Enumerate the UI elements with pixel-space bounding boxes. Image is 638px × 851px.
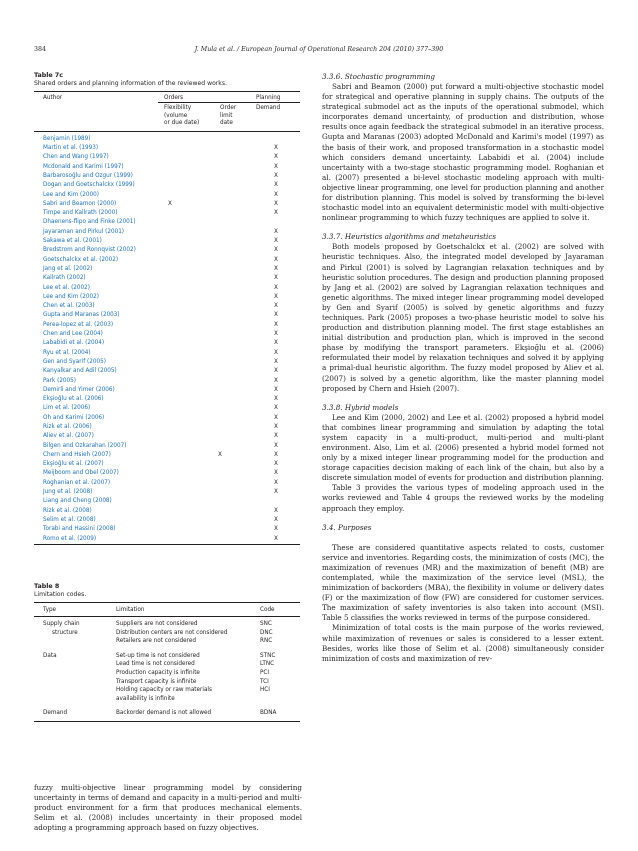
demand-cell: X	[274, 265, 278, 272]
demand-cell: X	[274, 210, 278, 217]
flexibility-cell	[158, 497, 216, 506]
order-limit-cell	[216, 395, 252, 404]
demand-cell: X	[274, 191, 278, 198]
demand-cell: X	[274, 396, 278, 403]
code-cell: TCI	[260, 678, 269, 685]
table-row	[34, 703, 300, 721]
author-cell: Jung et al. (2008)	[43, 489, 93, 496]
order-limit-cell	[216, 321, 252, 330]
table8-label: Table 8	[34, 583, 60, 590]
table-row	[34, 525, 300, 534]
table-row	[34, 302, 300, 311]
table-row	[34, 377, 300, 386]
author-cell: Rizk et al. (2006)	[43, 423, 92, 430]
demand-cell: X	[274, 516, 278, 523]
author-cell: Ryu et al. (2004)	[43, 349, 91, 356]
table-row	[34, 497, 300, 506]
table-row	[34, 678, 300, 687]
table7c-label: Table 7c	[34, 72, 63, 79]
demand-cell: X	[274, 386, 278, 393]
flexibility-cell	[158, 525, 216, 534]
author-cell: Benjamin (1989)	[43, 135, 91, 142]
flexibility-cell	[158, 274, 216, 283]
order-limit-cell	[216, 181, 252, 190]
table-row	[34, 339, 300, 348]
type-cell: Supply chain	[43, 621, 80, 627]
flexibility-cell	[158, 423, 216, 432]
code-cell: HCI	[260, 687, 270, 694]
table-row	[34, 386, 300, 395]
type-cell	[34, 678, 100, 687]
author-cell: Jang et al. (2002)	[43, 265, 93, 272]
demand-cell: X	[274, 526, 278, 533]
col-limitation: Limitation	[116, 607, 145, 613]
order-limit-cell	[216, 414, 252, 423]
order-limit-cell	[216, 497, 252, 506]
section-3-3-7-heading: 3.3.7. Heuristics algorithms and metaheuristics	[322, 232, 497, 242]
table-row	[34, 460, 300, 469]
demand-cell: X	[274, 293, 278, 300]
flexibility-cell	[158, 395, 216, 404]
demand-cell: X	[274, 145, 278, 152]
table-row	[34, 669, 300, 678]
author-cell: Lee et al. (2002)	[43, 284, 91, 291]
type-cell	[34, 669, 100, 678]
flexibility-cell	[158, 181, 216, 190]
table-row	[34, 367, 300, 376]
flexibility-cell	[158, 265, 216, 274]
flexibility-cell	[158, 131, 216, 144]
order-limit-cell	[216, 469, 252, 478]
section-3-4-body-2: Minimization of total costs is the main purpose of the works reviewed, while maximization of revenues or sales is considered to a lesser extent. Besides, works like those of Selim et al. (2008) simultaneously consider minimization of costs and maximization of rev-	[322, 623, 604, 663]
author-cell: Chen et al. (2003)	[43, 303, 95, 310]
table-row	[34, 330, 300, 339]
section-3-3-6-heading: 3.3.6. Stochastic programming	[322, 72, 435, 81]
table-row	[34, 228, 300, 237]
flexibility-cell	[158, 349, 216, 358]
table-row	[34, 451, 300, 460]
flexibility-cell	[158, 460, 216, 469]
flexibility-cell: X	[168, 200, 172, 207]
order-limit-cell	[216, 293, 252, 302]
order-limit-cell	[216, 172, 252, 181]
demand-cell: X	[274, 358, 278, 365]
author-cell: Lee and Kim (2002)	[43, 293, 99, 300]
author-cell: Barbarosoğlu and Ozgur (1999)	[43, 172, 133, 179]
type-cell: Demand	[43, 710, 68, 717]
demand-cell: X	[274, 284, 278, 291]
table-row	[34, 131, 300, 144]
flexibility-cell	[158, 386, 216, 395]
code-cell: PCI	[260, 669, 270, 676]
author-cell: Selim et al. (2008)	[43, 516, 96, 523]
section-3-3-7-body: Both models proposed by Goetschalckx et al. (2002) are solved with heuristic techniques. Also, the integrated model developed by Jayaraman and Pirkul (2001) is solved by Lagrangian relaxation techniques and by heuristic solution procedures. The design and production planning proposed by Jang et al. (2002) are solved by Lagrangian relaxation techniques and genetic algorithms. The mixed integer linear programming model developed by Gen and Syarif (2005) is solved by genetic algorithms and fuzzy techniques. Park (2005) proposes a two-phase heuristic model to solve his production and distribution planning model. The first stage establishes an initial distribution and production plan, which is improved in the second phase by modifying the transport parameters. Ekşioğlu et al. (2006) reformulated their model by relaxation techniques and solved it by applying a primal-dual heuristic algorithm. The fuzzy model proposed by Aliev et al. (2007) is solved by a genetic algorithm, like the master planning model proposed by Chern and Hsieh (2007).	[322, 242, 604, 393]
flexibility-cell	[158, 153, 216, 162]
flexibility-cell	[158, 256, 216, 265]
author-cell: Rizk et al. (2008)	[43, 507, 92, 514]
flexibility-cell	[158, 311, 216, 320]
flexibility-cell	[158, 218, 216, 227]
order-limit-cell	[216, 432, 252, 441]
flexibility-cell	[158, 209, 216, 218]
demand-cell: X	[274, 405, 278, 412]
limitation-cell: availability is infinite	[116, 695, 175, 702]
order-limit-cell	[216, 442, 252, 451]
left-bottom-paragraph: fuzzy multi-objective linear programming model by considering uncertainty in terms of demand and capacity in a multi-period and multi-product environment for a firm that produces mechanical elements. Selim et al. (2008) includes uncertainty in their proposed model adopting a programming approach based on fuzzy objectives.	[34, 783, 302, 833]
order-limit-cell	[216, 228, 252, 237]
table-row	[34, 265, 300, 274]
table-row	[34, 246, 300, 255]
table8	[34, 602, 300, 721]
author-cell: Bilgen and Ozkarahan (2007)	[43, 442, 127, 449]
table-row	[34, 144, 300, 153]
table-row	[34, 617, 300, 629]
section-3-4-heading: 3.4. Purposes	[322, 522, 372, 532]
author-cell: Chern and Hsieh (2007)	[43, 451, 111, 458]
flexibility-cell	[158, 284, 216, 293]
demand-cell: X	[274, 238, 278, 245]
flexibility-cell	[158, 321, 216, 330]
demand-cell: X	[274, 507, 278, 514]
section-3-3-6-body: Sabri and Beamon (2000) put forward a multi-objective stochastic model for strategical and operative planning in supply chains. The outputs of the strategical submodel act as the inputs of the operational submodel, which incorporates demand uncertainty, of production and distribution, whose results once again feedback the strategical submodel in an iterative process. Gupta and Maranas (2003) adopted McDonald and Karimi's model (1997) as the basis of their work, and proposed transformation in a stochastic model which considers demand uncertainty. Lababidi et al. (2004) include uncertainty with a two-stage stochastic programming model. Roghanian et al. (2007) presented a bi-level stochastic modeling approach with multi-objective linear programming, one level for production planning and another for distribution planning. This model is solved by transforming the bi-level stochastic model into an equivalent deterministic model with multi-objective nonlinear programming to which fuzzy techniques are applied to solve it.	[322, 82, 604, 223]
author-cell: Aliev et al. (2007)	[43, 433, 94, 440]
demand-cell: X	[274, 228, 278, 235]
author-cell: Oh and Karimi (2006)	[43, 414, 105, 421]
author-cell: Ekşioğlu et al. (2007)	[43, 461, 104, 468]
limitation-cell: Holding capacity or raw materials	[116, 687, 212, 694]
demand-cell: X	[274, 256, 278, 263]
order-limit-cell	[216, 535, 252, 544]
order-limit-cell	[216, 311, 252, 320]
table8-block	[34, 583, 300, 722]
order-limit-cell	[216, 131, 252, 144]
table7c	[34, 91, 300, 544]
table-row	[34, 423, 300, 432]
author-cell: Sabri and Beamon (2000)	[43, 200, 117, 207]
section-3-3-8-heading: 3.3.8. Hybrid models	[322, 402, 399, 412]
flexibility-cell	[158, 451, 216, 460]
flexibility-cell	[158, 237, 216, 246]
right-column	[322, 72, 604, 664]
author-cell: Lababidi et al. (2004)	[43, 340, 105, 347]
author-cell: Romo et al. (2009)	[43, 535, 97, 542]
order-limit-cell	[216, 460, 252, 469]
demand-cell: X	[274, 340, 278, 347]
demand-cell: X	[274, 182, 278, 189]
demand-cell: X	[274, 423, 278, 430]
order-limit-cell	[216, 386, 252, 395]
table-row	[34, 218, 300, 227]
col-demand: Demand	[256, 105, 281, 111]
limitation-cell: Backorder demand is not allowed	[116, 710, 212, 717]
limitation-cell: Suppliers are not considered	[116, 621, 198, 627]
table-row	[34, 695, 300, 704]
order-limit-cell	[216, 218, 252, 227]
type-cell	[34, 637, 100, 646]
flexibility-cell	[158, 516, 216, 525]
order-limit-cell	[216, 367, 252, 376]
flexibility-cell	[158, 172, 216, 181]
order-limit-cell	[216, 423, 252, 432]
table-row	[34, 414, 300, 423]
section-3-4-body: These are considered quantitative aspects related to costs, customer service and inventories. Regarding costs, the minimization of costs (MC), the maximization of revenues (MR) and the maximization of benefit (MB) are contemplated, while the maximization of the service level (MSL), the minimization of backorders (MBA), the flexibility in volume or delivery dates (F) or the maximization of flow (FW) are considered for customer services. The maximization of safety inventories is also taken into account (MSI). Table 5 classifies the works reviewed in terms of the purpose considered.	[322, 542, 604, 623]
demand-cell: X	[274, 163, 278, 170]
demand-cell: X	[274, 275, 278, 282]
table-row	[34, 404, 300, 413]
code-cell: DNC	[260, 629, 273, 636]
table-row	[34, 293, 300, 302]
flexibility-cell	[158, 163, 216, 172]
order-limit-cell	[216, 237, 252, 246]
flexibility-cell	[158, 488, 216, 497]
author-cell: Chen and Lee (2004)	[43, 331, 103, 338]
demand-cell: X	[274, 247, 278, 254]
order-limit-cell	[216, 339, 252, 348]
flexibility-cell	[158, 293, 216, 302]
table-row	[34, 660, 300, 669]
table-row	[34, 488, 300, 497]
col-flexibility: Flexibility (volume or due date)	[164, 105, 200, 127]
author-cell: Torabi and Hassini (2008)	[43, 526, 116, 533]
author-cell: Timpe and Kallrath (2000)	[43, 210, 118, 217]
flexibility-cell	[158, 339, 216, 348]
order-limit-cell	[216, 358, 252, 367]
order-limit-cell	[216, 265, 252, 274]
demand-cell	[252, 497, 300, 506]
type-cell	[34, 695, 100, 704]
table-row	[34, 172, 300, 181]
type-cell: Data	[43, 652, 57, 659]
demand-cell: X	[274, 433, 278, 440]
code-cell: SNC	[260, 621, 272, 627]
code-cell	[260, 695, 300, 704]
section-3-3-8-body-2: Table 3 provides the various types of modeling approach used in the works reviewed and Table 4 groups the reviewed works by the modeling approach they employ.	[322, 483, 604, 513]
table-row	[34, 432, 300, 441]
flexibility-cell	[158, 432, 216, 441]
table-row	[34, 469, 300, 478]
table-row	[34, 442, 300, 451]
col-author: Author	[43, 95, 63, 101]
code-cell: RNC	[260, 638, 273, 645]
order-limit-cell	[216, 191, 252, 200]
demand-cell: X	[274, 414, 278, 421]
author-cell: Lim et al. (2006)	[43, 405, 91, 412]
author-cell: Jayaraman and Pirkul (2001)	[43, 228, 125, 235]
table-row	[34, 237, 300, 246]
author-cell: Perea-lopez et al. (2003)	[43, 321, 114, 328]
author-cell: Park (2005)	[43, 377, 77, 384]
limitation-cell: Set-up time is not considered	[116, 652, 200, 659]
author-cell: Gupta and Maranas (2003)	[43, 312, 120, 319]
table-row	[34, 686, 300, 695]
author-cell: Kanyalkar and Adil (2005)	[43, 368, 117, 375]
order-limit-cell	[216, 479, 252, 488]
order-limit-cell	[216, 302, 252, 311]
author-cell: Meijboom and Obel (2007)	[43, 470, 119, 477]
col-orders: Orders	[158, 92, 252, 103]
author-cell: Sakawa et al. (2001)	[43, 238, 102, 245]
demand-cell: X	[274, 368, 278, 375]
demand-cell	[252, 131, 300, 144]
demand-cell	[252, 218, 300, 227]
demand-cell: X	[274, 479, 278, 486]
table-row	[34, 284, 300, 293]
flexibility-cell	[158, 377, 216, 386]
section-3-3-8-body: Lee and Kim (2000, 2002) and Lee et al. (2002) proposed a hybrid model that combines linear programming and simulation by adapting the total system capacity in a multi-product, multi-period and multi-plant environment. Also, Lim et al. (2006) presented a hybrid model formed not only by a mixed integer linear programming model for the production and storage capacities decision making of each link of the chain, but also by a discrete simulation model of events for production and distribution planning.	[322, 412, 604, 483]
flexibility-cell	[158, 228, 216, 237]
table-row	[34, 637, 300, 646]
flexibility-cell	[158, 367, 216, 376]
flexibility-cell	[158, 507, 216, 516]
limitation-cell: Transport capacity is infinite	[116, 678, 197, 685]
order-limit-cell	[216, 144, 252, 153]
table-row	[34, 209, 300, 218]
table-row	[34, 516, 300, 525]
table-row	[34, 358, 300, 367]
table-row	[34, 479, 300, 488]
flexibility-cell	[158, 442, 216, 451]
demand-cell: X	[274, 172, 278, 179]
demand-cell: X	[274, 349, 278, 356]
demand-cell: X	[274, 303, 278, 310]
flexibility-cell	[158, 330, 216, 339]
code-cell: LTNC	[260, 661, 275, 668]
flexibility-cell	[158, 404, 216, 413]
demand-cell: X	[274, 331, 278, 338]
author-cell: Demirli and Yimer (2006)	[43, 386, 115, 393]
flexibility-cell	[158, 302, 216, 311]
table-row	[34, 349, 300, 358]
type-cell	[34, 660, 100, 669]
order-limit-cell	[216, 153, 252, 162]
type-cell: structure	[52, 629, 78, 636]
table-row	[34, 191, 300, 200]
table8-body	[34, 617, 300, 721]
author-cell: Martin et al. (1993)	[43, 145, 99, 152]
table-row	[34, 646, 300, 661]
col-planning: Planning	[252, 92, 300, 103]
type-cell	[34, 686, 100, 695]
col-order-limit: Order limit date	[220, 105, 237, 127]
demand-cell: X	[274, 535, 278, 542]
left-column	[34, 72, 302, 833]
demand-cell: X	[274, 442, 278, 449]
table-row	[34, 321, 300, 330]
order-limit-cell	[216, 488, 252, 497]
col-type: Type	[43, 607, 57, 613]
limitation-cell: Retailers are not considered	[116, 638, 196, 645]
flexibility-cell	[158, 246, 216, 255]
order-limit-cell	[216, 274, 252, 283]
author-cell: Chen and Wang (1997)	[43, 154, 109, 161]
table-row	[34, 274, 300, 283]
order-limit-cell	[216, 507, 252, 516]
table7c-caption: Shared orders and planning information of the reviewed works.	[34, 80, 227, 87]
table-row	[34, 395, 300, 404]
table-row	[34, 200, 300, 209]
demand-cell: X	[274, 321, 278, 328]
running-title: J. Mula et al. / European Journal of Operational Research 204 (2010) 377–390	[194, 46, 444, 53]
order-limit-cell	[216, 516, 252, 525]
flexibility-cell	[158, 414, 216, 423]
order-limit-cell	[216, 163, 252, 172]
table-row	[34, 153, 300, 162]
order-limit-cell	[216, 200, 252, 209]
author-cell: Gen and Syarif (2005)	[43, 358, 106, 365]
table-row	[34, 535, 300, 544]
table-row	[34, 256, 300, 265]
flexibility-cell	[158, 535, 216, 544]
order-limit-cell	[216, 349, 252, 358]
demand-cell: X	[274, 451, 278, 458]
order-limit-cell	[216, 256, 252, 265]
flexibility-cell	[158, 479, 216, 488]
author-cell: Dogan and Goetschalckx (1999)	[43, 182, 135, 189]
order-limit-cell	[216, 284, 252, 293]
code-cell: STNC	[260, 652, 276, 659]
table-row	[34, 181, 300, 190]
author-cell: Ekşioğlu et al. (2006)	[43, 396, 104, 403]
col-code: Code	[260, 607, 275, 613]
code-cell: BDNA	[260, 710, 277, 717]
demand-cell: X	[274, 200, 278, 207]
table8-caption: Limitation codes.	[34, 591, 87, 598]
order-limit-cell: X	[218, 451, 222, 458]
flexibility-cell	[158, 358, 216, 367]
author-cell: Roghanian et al. (2007)	[43, 479, 111, 486]
page-number: 384	[34, 46, 47, 53]
order-limit-cell	[216, 330, 252, 339]
order-limit-cell	[216, 377, 252, 386]
limitation-cell: Production capacity is infinite	[116, 669, 200, 676]
order-limit-cell	[216, 525, 252, 534]
demand-cell: X	[274, 377, 278, 384]
author-cell: Goetschalckx et al. (2002)	[43, 256, 119, 263]
author-cell: Mcdonald and Karimi (1997)	[43, 163, 124, 170]
demand-cell: X	[274, 312, 278, 319]
flexibility-cell	[158, 469, 216, 478]
table-row	[34, 311, 300, 320]
table7c-body	[34, 131, 300, 544]
author-cell: Bredstrom and Ronnqvist (2002)	[43, 247, 136, 254]
flexibility-cell	[158, 191, 216, 200]
order-limit-cell	[216, 246, 252, 255]
demand-cell: X	[274, 489, 278, 496]
author-cell: Dhaenens-flipo and Finke (2001)	[43, 219, 136, 226]
order-limit-cell	[216, 209, 252, 218]
demand-cell: X	[274, 461, 278, 468]
limitation-cell: Lead time is not considered	[116, 661, 195, 668]
author-cell: Kallrath (2002)	[43, 275, 86, 282]
flexibility-cell	[158, 144, 216, 153]
demand-cell: X	[274, 154, 278, 161]
order-limit-cell	[216, 404, 252, 413]
table-row	[34, 507, 300, 516]
table-row	[34, 629, 300, 638]
author-cell: Liang and Cheng (2008)	[43, 498, 112, 505]
limitation-cell: Distribution centers are not considered	[116, 629, 228, 636]
table-row	[34, 163, 300, 172]
demand-cell: X	[274, 470, 278, 477]
author-cell: Lee and Kim (2000)	[43, 191, 99, 198]
